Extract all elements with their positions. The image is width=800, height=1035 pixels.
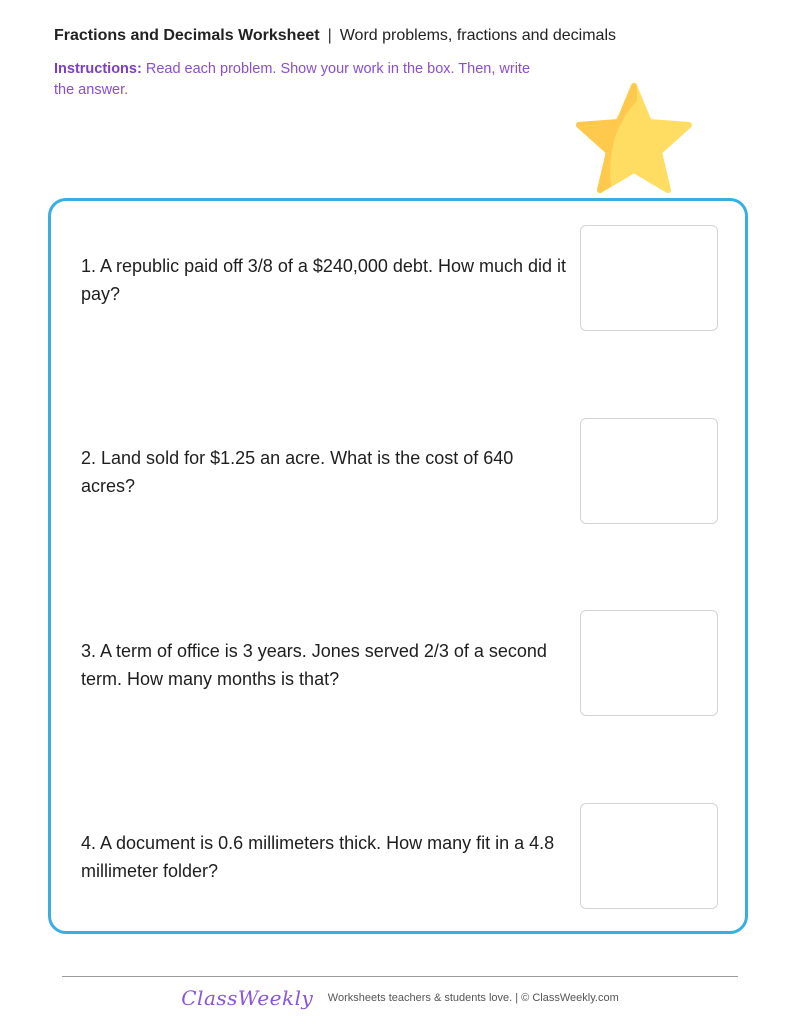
answer-box-1[interactable] <box>580 225 718 331</box>
instructions-text: Read each problem. Show your work in the box. Then, write the answer. <box>54 61 531 98</box>
answer-box-4[interactable] <box>580 803 718 909</box>
problem-3: 3. A term of office is 3 years. Jones served 2/3 of a second term. How many months is that? <box>81 641 547 689</box>
answer-box-3[interactable] <box>580 610 718 716</box>
answer-box-2[interactable] <box>580 418 718 524</box>
star-icon <box>576 82 692 194</box>
footer-divider <box>62 976 738 977</box>
brand-logo: ClassWeekly <box>181 986 314 1010</box>
problem-4: 4. A document is 0.6 millimeters thick. How many fit in a 4.8 millimeter folder? <box>81 833 555 881</box>
footer-tagline: Worksheets teachers & students love. | © ClassWeekly.com <box>327 992 619 1004</box>
problem-1: 1. A republic paid off 3/8 of a $240,000 debt. How much did it pay? <box>81 256 566 304</box>
header-separator: | <box>327 27 332 44</box>
instructions-label: Instructions: <box>54 61 142 77</box>
instructions <box>54 59 534 101</box>
page-subtitle: Word problems, fractions and decimals <box>339 27 616 44</box>
footer <box>0 986 800 1010</box>
problem-2: 2. Land sold for $1.25 an acre. What is the cost of 640 acres? <box>81 448 514 496</box>
worksheet-header <box>54 27 616 45</box>
page-title: Fractions and Decimals Worksheet <box>54 27 320 44</box>
